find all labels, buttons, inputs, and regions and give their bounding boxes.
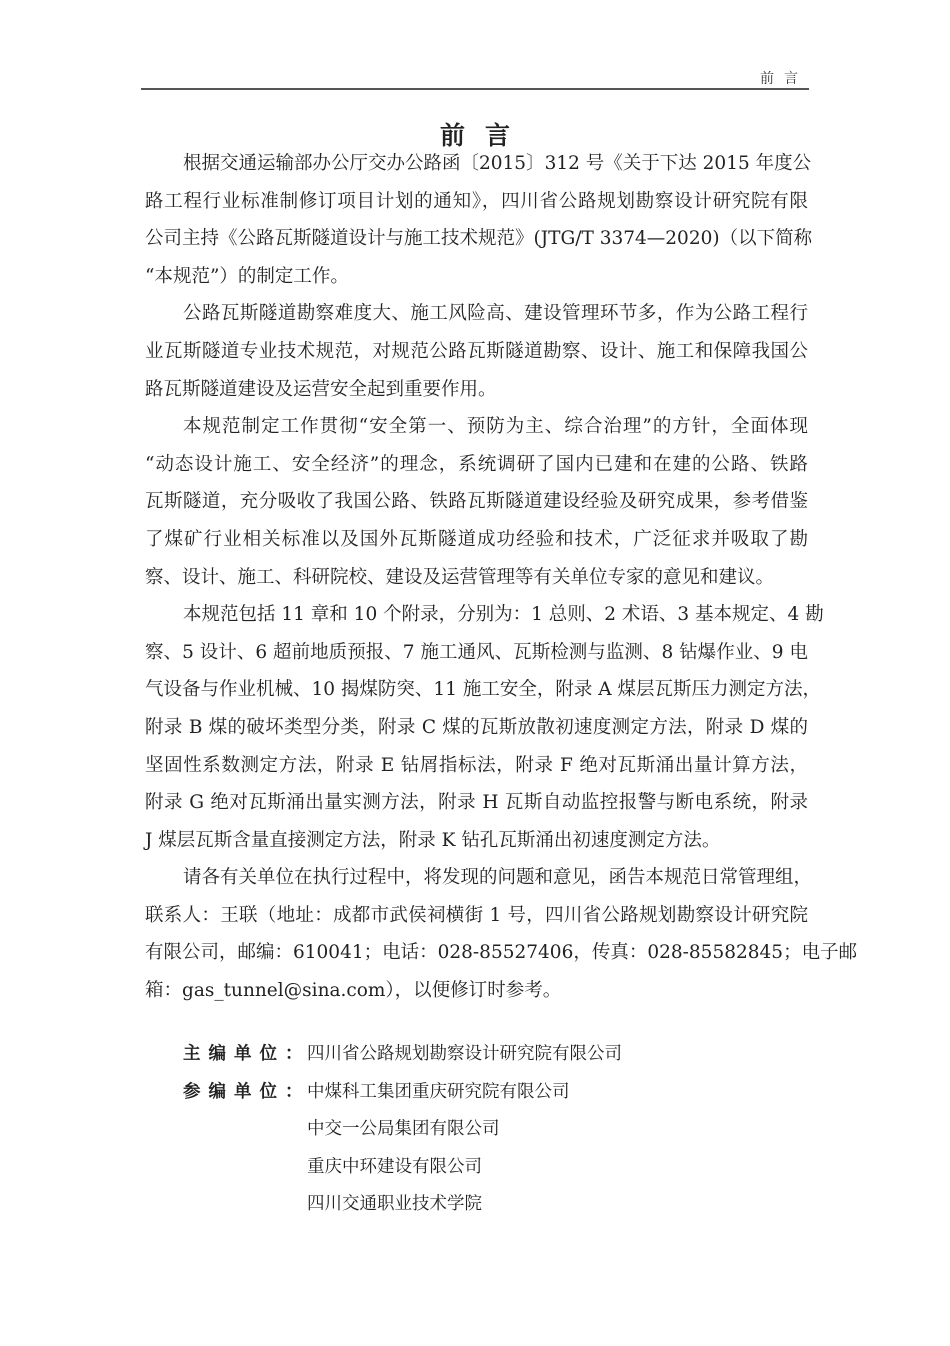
paragraph-line: “本规范”）的制定工作。 <box>145 265 349 287</box>
editor-unit: 四川交通职业技术学院 <box>307 1194 482 1214</box>
participating-editor-row <box>183 1074 622 1112</box>
paragraph-line: 公司主持《公路瓦斯隧道设计与施工技术规范》(JTG/T 3374—2020)（以下简称 <box>145 228 813 250</box>
editor-label <box>183 1149 307 1187</box>
editor-units <box>183 1036 622 1224</box>
paragraph <box>145 408 808 596</box>
running-head: 前言 <box>760 71 808 87</box>
paragraph-line: 附录 B 煤的破坏类型分类，附录 C 煤的瓦斯放散初速度测定方法，附录 D 煤的 <box>145 716 808 738</box>
paragraph <box>145 145 813 295</box>
editor-label <box>183 1111 307 1149</box>
participating-editor-row <box>183 1186 622 1224</box>
paragraph-line: 根据交通运输部办公厅交办公路函〔2015〕312 号《关于下达 2015 年度公 <box>183 153 812 174</box>
paragraph <box>145 295 808 408</box>
paragraph <box>145 859 858 1009</box>
editor-unit: 重庆中环建设有限公司 <box>307 1156 482 1177</box>
paragraph-line: 坚固性系数测定方法，附录 E 钻屑指标法，附录 F 绝对瓦斯涌出量计算方法， <box>145 754 808 776</box>
paragraph-line: J 煤层瓦斯含量直接测定方法，附录 K 钻孔瓦斯涌出初速度测定方法。 <box>145 829 721 851</box>
editor-label <box>183 1186 307 1224</box>
paragraph-line: 气设备与作业机械、10 揭煤防突、11 施工安全，附录 A 煤层瓦斯压力测定方法， <box>145 679 821 701</box>
paragraph-line: 联系人：王联（地址：成都市武侯祠横街 1 号，四川省公路规划勘察设计研究院 <box>145 904 808 926</box>
chief-editor-row <box>183 1036 622 1074</box>
editor-unit: 中煤科工集团重庆研究院有限公司 <box>307 1081 570 1102</box>
paragraph-line: 箱：gas_tunnel@sina.com），以便修订时参考。 <box>145 980 562 1002</box>
participating-editor-row <box>183 1111 622 1149</box>
paragraph-line: 了煤矿行业相关标准以及国外瓦斯隧道成功经验和技术，广泛征求并吸取了勘 <box>145 528 808 550</box>
paragraph-line: 本规范制定工作贯彻“安全第一、预防为主、综合治理”的方针，全面体现 <box>183 416 808 438</box>
paragraph-line: 请各有关单位在执行过程中，将发现的问题和意见，函告本规范日常管理组， <box>183 867 813 889</box>
editor-label: 参编单位： <box>183 1081 311 1102</box>
paragraph-line: 察、5 设计、6 超前地质预报、7 施工通风、瓦斯检测与监测、8 钻爆作业、9 电 <box>145 641 808 663</box>
paragraph-line: 瓦斯隧道，充分吸收了我国公路、铁路瓦斯隧道建设经验及研究成果，参考借鉴 <box>145 491 808 513</box>
paragraph-line: 路瓦斯隧道建设及运营安全起到重要作用。 <box>145 378 497 400</box>
paragraph-line: “动态设计施工、安全经济”的理念，系统调研了国内已建和在建的公路、铁路 <box>145 453 808 475</box>
paragraph-line: 附录 G 绝对瓦斯涌出量实测方法，附录 H 瓦斯自动监控报警与断电系统，附录 <box>145 792 808 814</box>
paragraph-line: 本规范包括 11 章和 10 个附录，分别为：1 总则、2 术语、3 基本规定、4 勘 <box>183 604 824 626</box>
editor-unit: 中交一公局集团有限公司 <box>307 1119 500 1139</box>
participating-editor-row <box>183 1149 622 1187</box>
editor-unit: 四川省公路规划勘察设计研究院有限公司 <box>307 1044 622 1064</box>
paragraph-line: 察、设计、施工、科研院校、建设及运营管理等有关单位专家的意见和建议。 <box>145 566 775 588</box>
editor-label: 主编单位： <box>183 1044 311 1064</box>
page-title: 前言 <box>439 121 530 150</box>
paragraph-line: 业瓦斯隧道专业技术规范，对规范公路瓦斯隧道勘察、设计、施工和保障我国公 <box>145 340 808 362</box>
paragraph-line: 路工程行业标准制修订项目计划的通知》，四川省公路规划勘察设计研究院有限 <box>145 190 808 212</box>
paragraph-line: 有限公司，邮编：610041；电话：028-85527406，传真：028-85582845；电子邮 <box>145 942 858 964</box>
preface-body <box>145 145 858 1010</box>
paragraph-line: 公路瓦斯隧道勘察难度大、施工风险高、建设管理环节多，作为公路工程行 <box>183 303 808 325</box>
header-rule <box>141 88 809 90</box>
paragraph <box>145 596 824 859</box>
